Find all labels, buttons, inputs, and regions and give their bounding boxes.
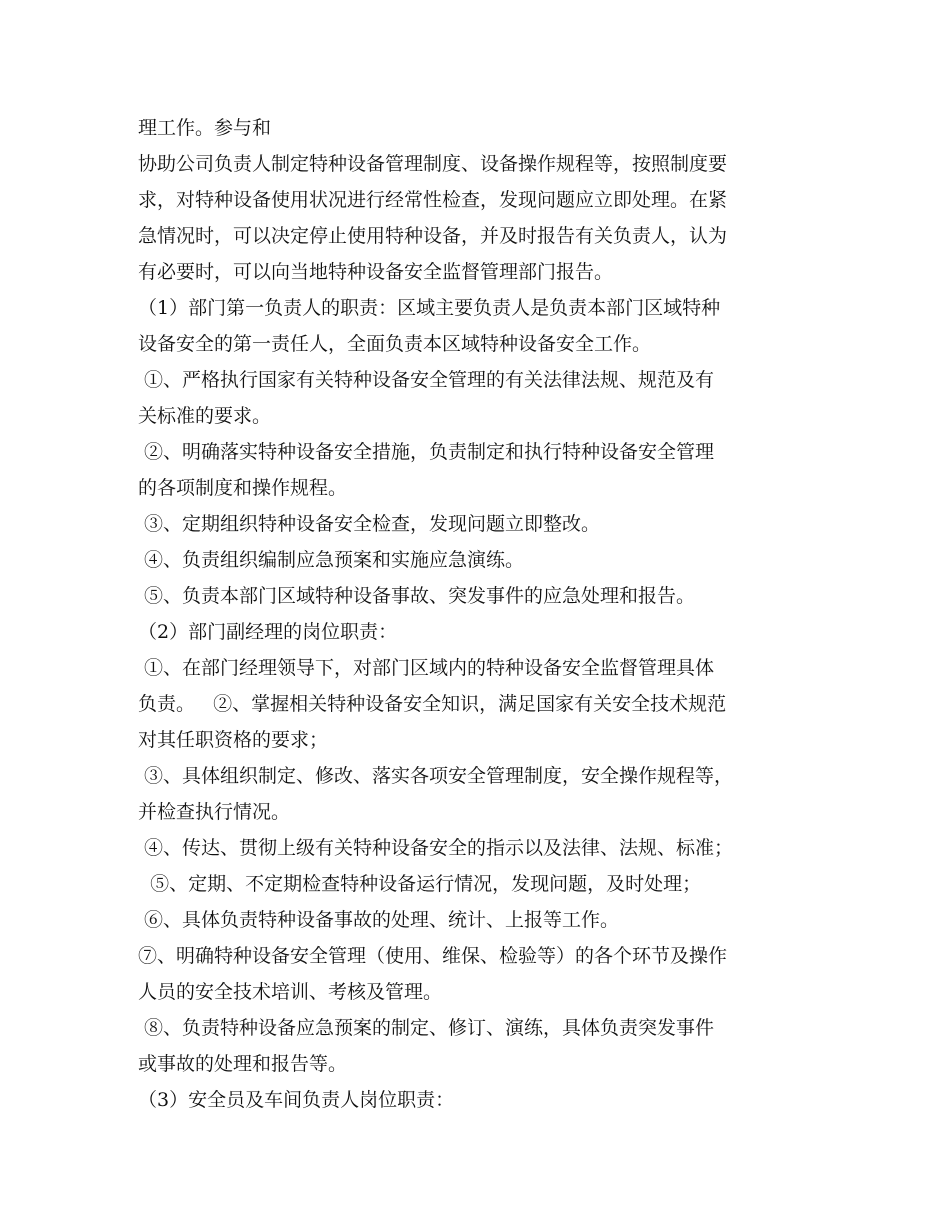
text-line: 关标准的要求。	[138, 405, 272, 427]
list-item: ①、严格执行国家有关特种设备安全管理的有关法律法规、规范及有	[138, 369, 715, 391]
section-heading-2: （2）部门副经理的岗位职责：	[138, 621, 398, 643]
text-line: 的各项制度和操作规程。	[138, 477, 348, 499]
list-item: ⑥、具体负责特种设备事故的处理、统计、上报等工作。	[138, 909, 620, 931]
list-item: ④、负责组织编制应急预案和实施应急演练。	[138, 549, 525, 571]
list-item: ②、明确落实特种设备安全措施，负责制定和执行特种设备安全管理	[138, 441, 715, 463]
list-item: ⑤、定期、不定期检查特种设备运行情况，发现问题，及时处理；	[138, 873, 702, 895]
list-item: ③、定期组织特种设备安全检查，发现问题立即整改。	[138, 513, 601, 535]
list-item: ①、在部门经理领导下，对部门区域内的特种设备安全监督管理具体	[138, 657, 715, 679]
text-line: 对其任职资格的要求；	[138, 729, 329, 751]
list-item: ⑦、明确特种设备安全管理（使用、维保、检验等）的各个环节及操作	[138, 945, 728, 967]
text-line: 有必要时，可以向当地特种设备安全监督管理部门报告。	[138, 261, 614, 283]
text-line: 设备安全的第一责任人，全面负责本区域特种设备安全工作。	[138, 333, 652, 355]
list-item: ⑤、负责本部门区域特种设备事故、突发事件的应急处理和报告。	[138, 585, 696, 607]
list-item: ⑧、负责特种设备应急预案的制定、修订、演练，具体负责突发事件	[138, 1017, 715, 1039]
list-item: 负责。 ②、掌握相关特种设备安全知识，满足国家有关安全技术规范	[138, 693, 727, 715]
text-line: 急情况时，可以决定停止使用特种设备，并及时报告有关负责人，认为	[138, 225, 728, 247]
text-line: 或事故的处理和报告等。	[138, 1053, 348, 1075]
text-line: 并检查执行情况。	[138, 801, 291, 823]
section-heading-3: （3）安全员及车间负责人岗位职责：	[138, 1089, 455, 1111]
section-heading-1: （1）部门第一负责人的职责：区域主要负责人是负责本部门区域特种	[138, 297, 721, 319]
document-body	[138, 110, 828, 1118]
list-item: ③、具体组织制定、修改、落实各项安全管理制度，安全操作规程等，	[138, 765, 734, 787]
list-item: ④、传达、贯彻上级有关特种设备安全的指示以及法律、法规、标准；	[138, 837, 734, 859]
text-line: 人员的安全技术培训、考核及管理。	[138, 981, 443, 1003]
text-line: 求，对特种设备使用状况进行经常性检查，发现问题应立即处理。在紧	[138, 189, 728, 211]
text-line: 理工作。参与和	[138, 117, 272, 139]
text-line: 协助公司负责人制定特种设备管理制度、设备操作规程等，按照制度要	[138, 153, 728, 175]
